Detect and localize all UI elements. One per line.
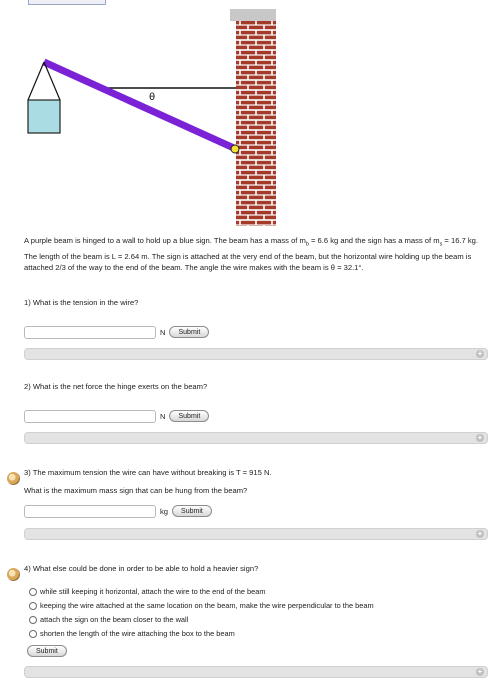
- feedback-bar-1[interactable]: [24, 348, 488, 360]
- feedback-bar-4[interactable]: [24, 666, 488, 678]
- answer-row-2: [24, 408, 209, 424]
- question-4: 4) What else could be done in order to be able to hold a heavier sign?: [24, 564, 259, 573]
- radio-button[interactable]: [29, 602, 37, 610]
- answer-row-1: [24, 324, 209, 340]
- radio-button[interactable]: [29, 630, 37, 638]
- choice-1[interactable]: while still keeping it horizontal, attach the wire to the end of the beam: [29, 586, 266, 597]
- expand-icon[interactable]: +: [477, 349, 483, 358]
- submit-button-3[interactable]: Submit: [172, 505, 212, 517]
- answer-input-3[interactable]: [24, 505, 156, 518]
- sign-box: [28, 100, 60, 133]
- hint-medal-icon: [7, 472, 20, 485]
- answer-input-1[interactable]: [24, 326, 156, 339]
- expand-icon[interactable]: +: [477, 529, 483, 538]
- wall-cap: [230, 9, 276, 21]
- submit-button-1[interactable]: Submit: [169, 326, 209, 338]
- question-1: 1) What is the tension in the wire?: [24, 298, 139, 307]
- question-3: What is the maximum mass sign that can be hung from the beam?: [24, 486, 248, 495]
- answer-row-4: [27, 643, 67, 659]
- hinge: [231, 145, 239, 153]
- question-3-given: 3) The maximum tension the wire can have without breaking is T = 915 N.: [24, 468, 272, 477]
- choice-2[interactable]: keeping the wire attached at the same location on the beam, make the wire perpendicular to the beam: [29, 600, 374, 611]
- radio-button[interactable]: [29, 616, 37, 624]
- beam: [44, 62, 236, 149]
- question-2: 2) What is the net force the hinge exerts on the beam?: [24, 382, 208, 391]
- hint-medal-icon: [7, 568, 20, 581]
- beam-figure: [0, 0, 498, 230]
- problem-statement: A purple beam is hinged to a wall to hold up a blue sign. The beam has a mass of $m_b = 6.6$ kg and the sign has a mass of $m_s = 16.7$ kg. The length of the beam is L = 2.64 m. The sign is attached at the very end of the beam, but the horizontal wire holding up the beam is attached 2/3 of the way to the end of the beam. The angle the wire makes with the beam is θ = 32.1°.: [24, 236, 478, 272]
- feedback-bar-2[interactable]: [24, 432, 488, 444]
- radio-button[interactable]: [29, 588, 37, 596]
- brick-wall: [236, 21, 276, 226]
- unit-label-2: N: [160, 411, 166, 421]
- unit-label-3: kg: [160, 506, 169, 516]
- sign-rope-left: [28, 62, 44, 100]
- choice-3[interactable]: attach the sign on the beam closer to the wall: [29, 614, 188, 625]
- answer-input-2[interactable]: [24, 410, 156, 423]
- submit-button-4[interactable]: Submit: [27, 645, 67, 657]
- feedback-bar-3[interactable]: [24, 528, 488, 540]
- expand-icon[interactable]: +: [477, 433, 483, 442]
- theta-label: θ: [149, 92, 156, 103]
- expand-icon[interactable]: +: [477, 667, 483, 676]
- answer-row-3: [24, 503, 212, 519]
- choice-4[interactable]: shorten the length of the wire attaching the box to the beam: [29, 628, 235, 639]
- unit-label-1: N: [160, 327, 166, 337]
- submit-button-2[interactable]: Submit: [169, 410, 209, 422]
